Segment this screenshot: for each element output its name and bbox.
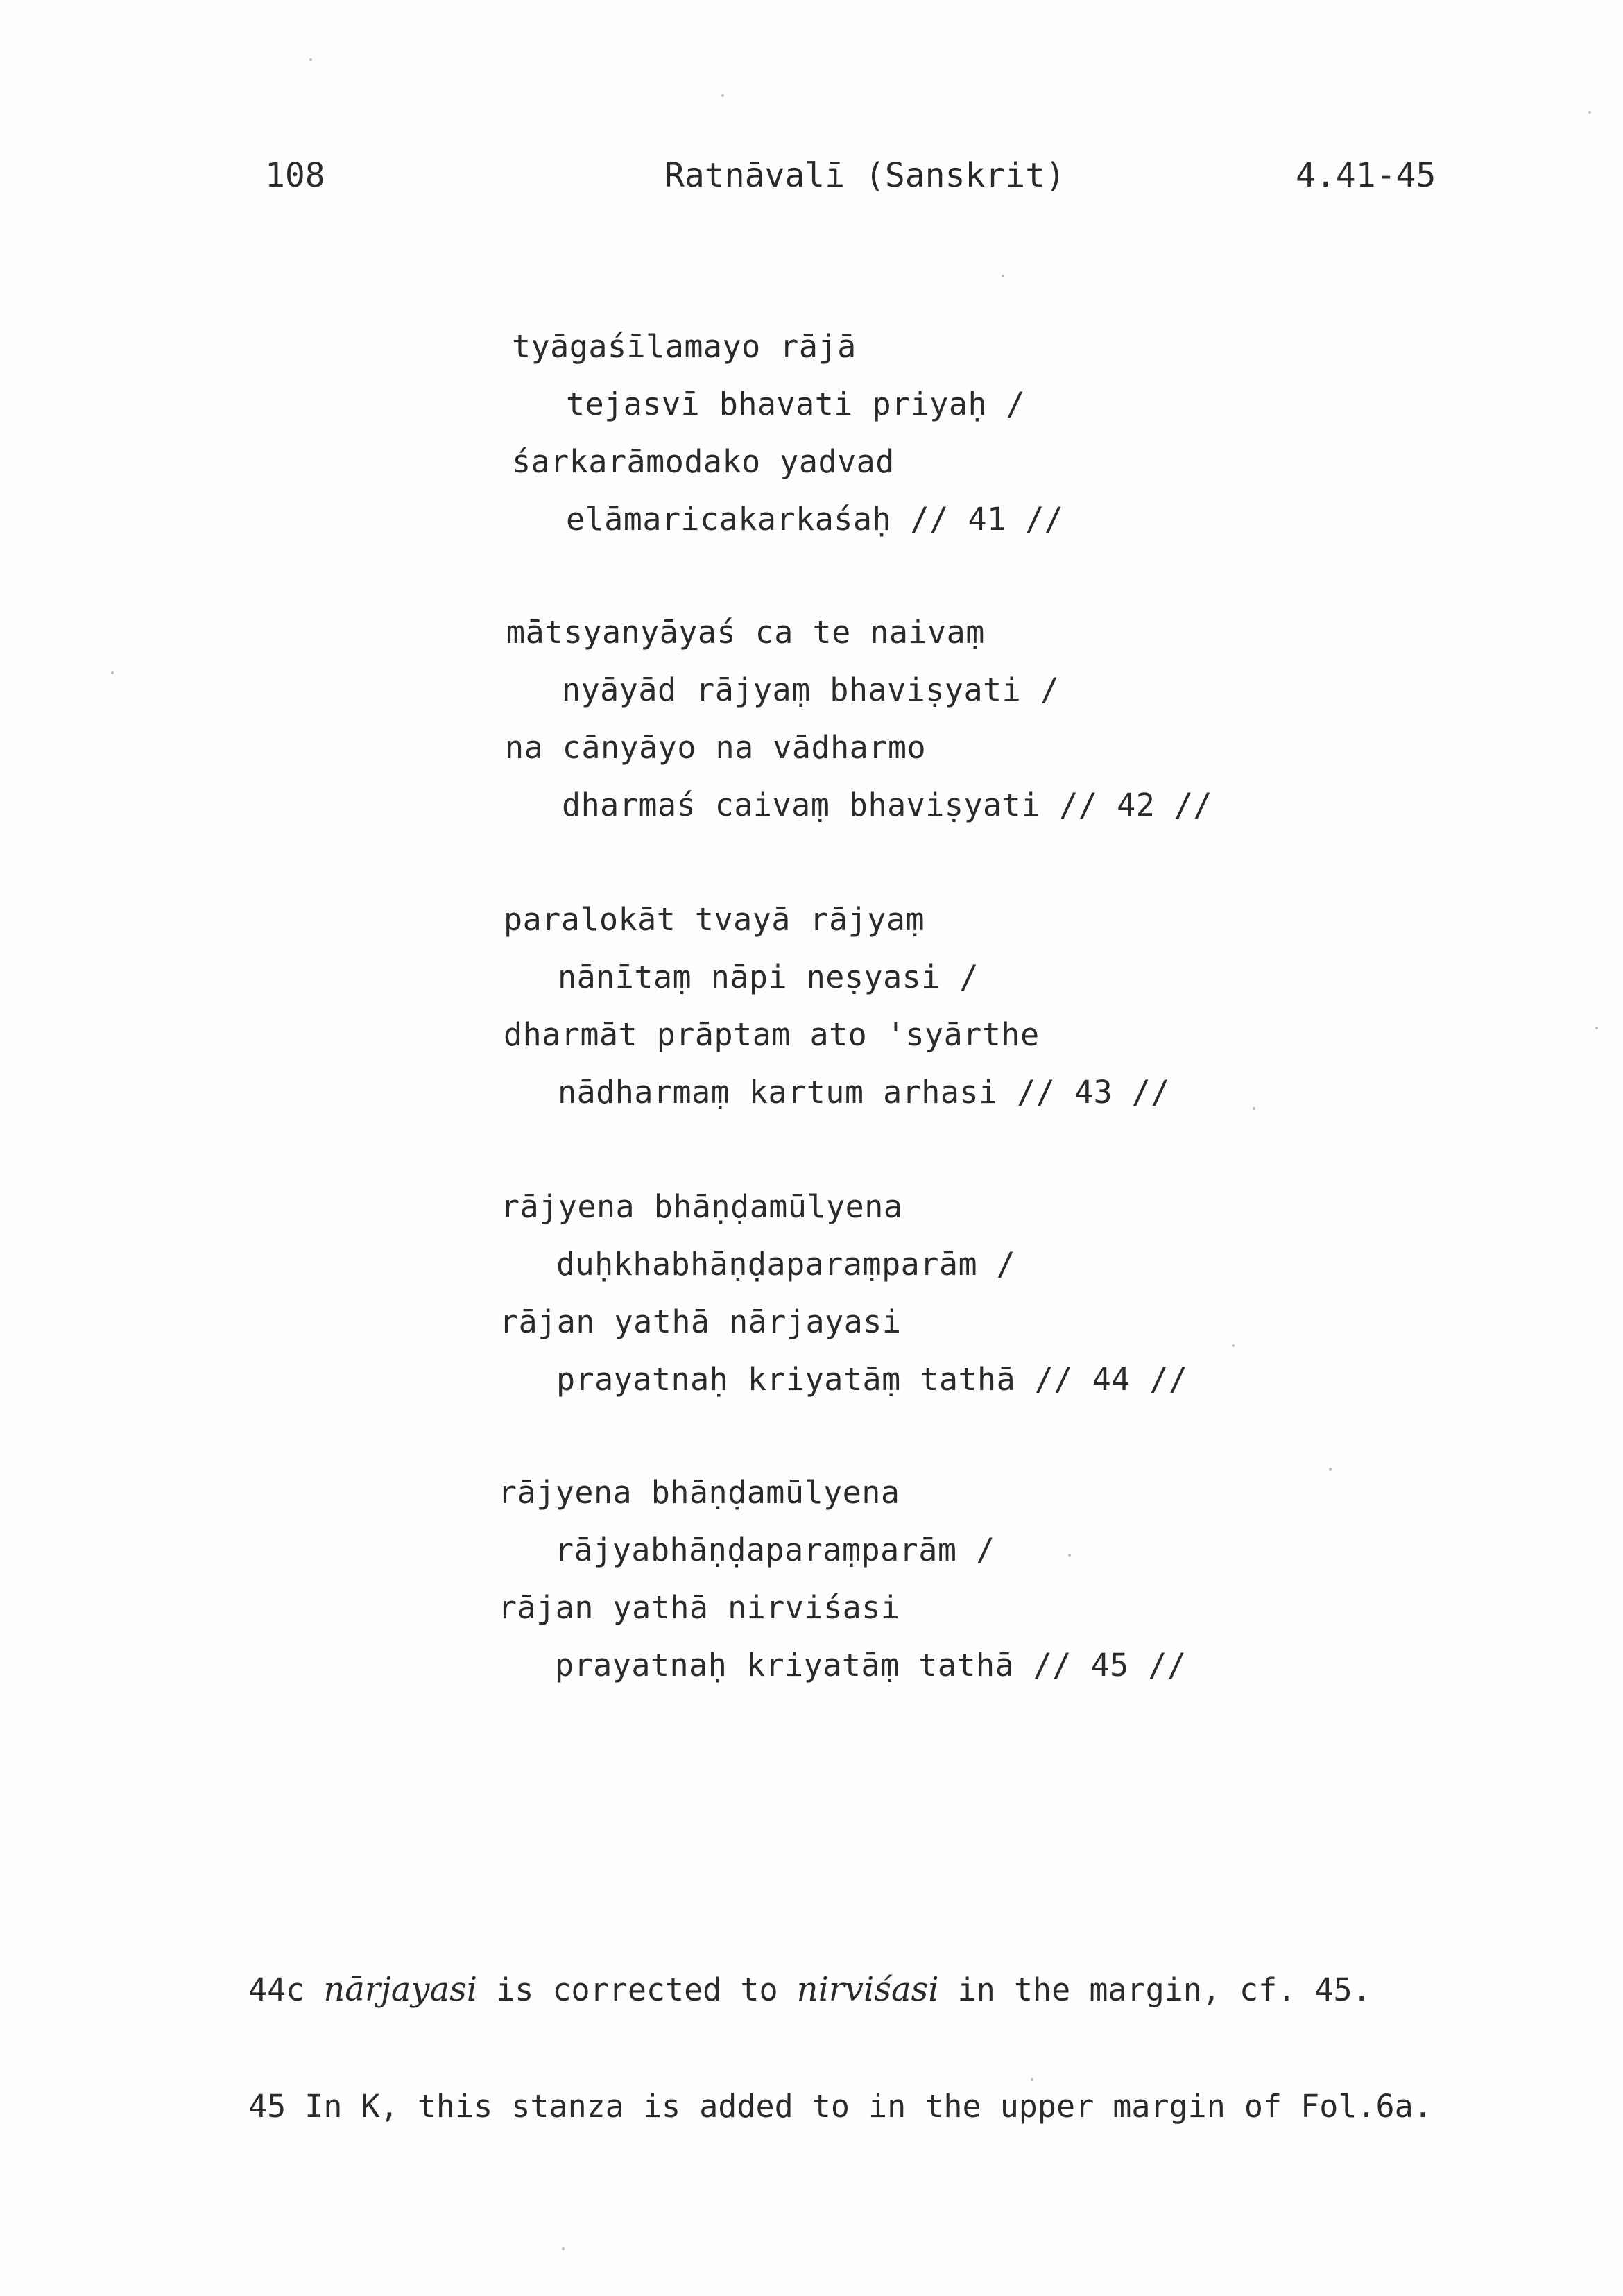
scan-speck — [1595, 1027, 1598, 1029]
footnote-emphasis: nirviśasi — [796, 1970, 939, 2009]
verse-line: prayatnaḥ kriyatāṃ tathā // 45 // — [555, 1647, 1187, 1684]
scan-speck — [111, 671, 114, 674]
verse-line: rājan yathā nārjayasi — [499, 1303, 902, 1340]
verse-line: na cānyāyo na vādharmo — [505, 729, 927, 766]
verse-line: prayatnaḥ kriyatāṃ tathā // 44 // — [556, 1361, 1188, 1398]
footnote-ref: 45 — [248, 2088, 286, 2125]
scan-speck — [1588, 111, 1591, 114]
page-number: 108 — [265, 156, 325, 195]
page-header — [0, 151, 1623, 200]
verse-line: nādharmaṃ kartum arhasi // 43 // — [558, 1074, 1170, 1111]
verse-line: rājyena bhāṇḍamūlyena — [498, 1474, 900, 1511]
verse-line: nānītaṃ nāpi neṣyasi / — [558, 959, 979, 995]
scan-speck — [1068, 1554, 1071, 1557]
verse-line: śarkarāmodako yadvad — [512, 443, 895, 480]
verse-line: tejasvī bhavati priyaḥ / — [566, 386, 1026, 422]
verse-line: rājan yathā nirviśasi — [498, 1589, 900, 1626]
section-range: 4.41-45 — [1296, 156, 1436, 195]
scan-speck — [1031, 2078, 1033, 2081]
footnote-44c — [248, 1970, 1497, 2010]
verse-line: mātsyanyāyaś ca te naivaṃ — [506, 614, 985, 651]
footnote-ref: 44c — [248, 1971, 305, 2008]
scan-speck — [309, 58, 312, 61]
scan-speck — [721, 94, 724, 97]
verse-line: paralokāt tvayā rājyaṃ — [504, 901, 925, 938]
footnote-emphasis: nārjayasi — [323, 1970, 478, 2009]
verse-line: nyāyād rājyaṃ bhaviṣyati / — [562, 671, 1060, 708]
footnote-text: in the margin, cf. 45. — [938, 1971, 1371, 2008]
running-title: Ratnāvalī (Sanskrit) — [664, 156, 1065, 195]
scan-speck — [1232, 1344, 1235, 1347]
footnote-text: In K, this stanza is added to in the upper margin of Fol.6a. — [304, 2088, 1432, 2125]
footnote-45 — [248, 2087, 1497, 2126]
verse-line: duḥkhabhāṇḍaparaṃparām / — [556, 1246, 1016, 1283]
verse-line: dharmāt prāptam ato 'syārthe — [504, 1016, 1040, 1053]
scan-speck — [1253, 1107, 1255, 1110]
verse-line: elāmaricakarkaśaḥ // 41 // — [566, 501, 1064, 538]
scan-speck — [1329, 1468, 1332, 1471]
footnote-text: is corrected to — [477, 1971, 797, 2008]
verse-line: rājyabhāṇḍaparaṃparām / — [555, 1532, 995, 1568]
verse-line: tyāgaśīlamayo rājā — [512, 328, 857, 365]
scan-speck — [1002, 275, 1004, 277]
verse-line: dharmaś caivaṃ bhaviṣyati // 42 // — [562, 787, 1213, 823]
verse-line: rājyena bhāṇḍamūlyena — [501, 1188, 903, 1225]
scan-speck — [562, 2247, 565, 2250]
footnotes — [248, 1892, 1497, 2204]
